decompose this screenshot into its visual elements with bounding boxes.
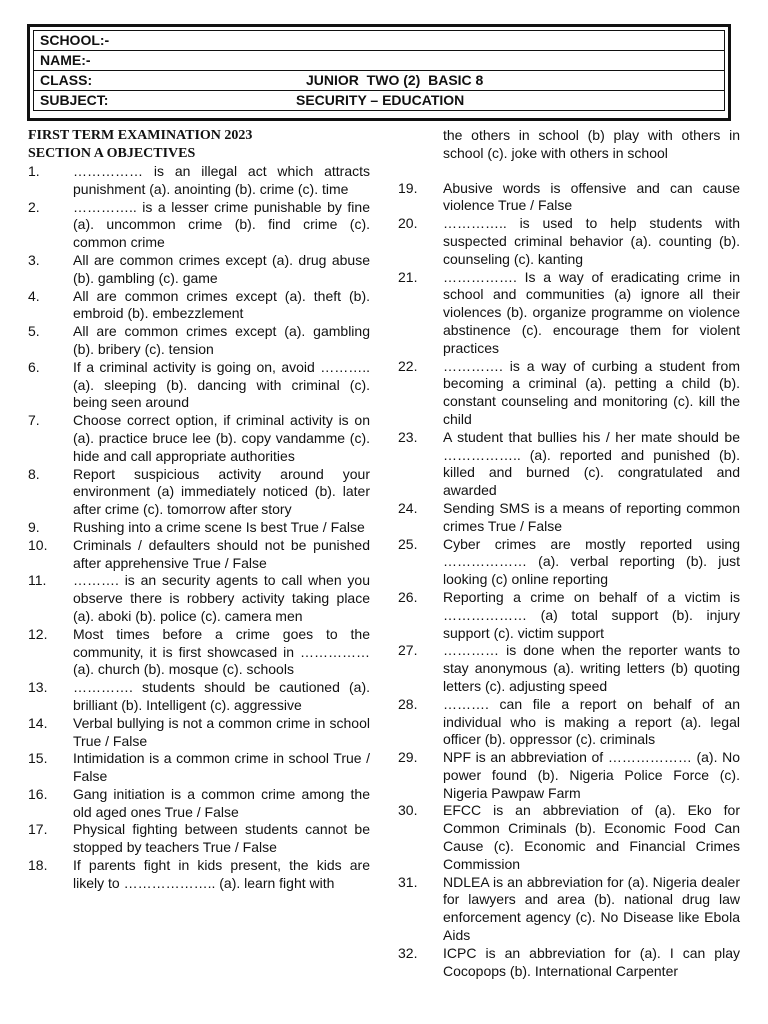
question-item xyxy=(28,679,370,715)
question-text: If parents fight in kids present, the kids are likely to ……………….. (a). learn fight with xyxy=(73,857,370,891)
question-item xyxy=(28,572,370,625)
question-item xyxy=(398,696,740,749)
question-number: 13. xyxy=(28,679,48,696)
question-number: 26. xyxy=(398,588,418,605)
left-column xyxy=(28,127,370,893)
question-item xyxy=(398,802,740,873)
question-item xyxy=(398,358,740,429)
header-table xyxy=(33,30,725,111)
class-value: JUNIOR TWO (2) BASIC 8 xyxy=(306,72,484,88)
question-text: ………… is done when the reporter wants to stay anonymous (a). writing letters (b) quoting letters (c). adjusting speed xyxy=(443,642,740,694)
question-number: 24. xyxy=(398,499,418,516)
continuation-text: the others in school (b) play with others in school (c). joke with others in school xyxy=(443,127,740,161)
question-number: 8. xyxy=(28,465,40,482)
question-item xyxy=(28,466,370,519)
question-item xyxy=(398,429,740,500)
question-item xyxy=(398,180,740,216)
question-number: 16. xyxy=(28,785,48,802)
question-text: Reporting a crime on behalf of a victim is ……………… (a) total support (b). injury support (c). victim support xyxy=(443,588,740,641)
question-number: 27. xyxy=(398,642,418,659)
subject-label: SUBJECT: xyxy=(40,92,109,108)
question-number: 23. xyxy=(398,428,418,445)
question-item xyxy=(28,199,370,252)
question-text: Criminals / defaulters should not be punished after apprehensive True / False xyxy=(73,536,370,571)
subject-cell xyxy=(34,91,725,111)
school-row xyxy=(34,31,725,51)
question-text: ……………. Is a way of eradicating crime in school and communities (a) ignore all their violences (b). organize programme on violence abstinence (c). encourage them for violent practices xyxy=(443,268,740,356)
question-number: 29. xyxy=(398,749,418,766)
question-item xyxy=(398,642,740,695)
question-item xyxy=(28,715,370,751)
question-item xyxy=(28,288,370,324)
question-text: …………. is a way of curbing a student from becoming a criminal (a). petting a child (b). constant counseling and monitoring (c). kill the child xyxy=(443,357,740,427)
question-text: ………. can file a report on behalf of an individual who is making a report (a). legal officer (b). oppressor (c). criminals xyxy=(443,695,740,748)
question-text: Gang initiation is a common crime among the old aged ones True / False xyxy=(73,785,370,820)
exam-title: FIRST TERM EXAMINATION 2023 xyxy=(28,128,253,143)
question-text: …………. students should be cautioned (a). brilliant (b). Intelligent (c). aggressive xyxy=(73,679,370,713)
question-text: ICPC is an abbreviation for (a). I can play Cocopops (b). International Carpenter xyxy=(443,944,740,979)
question-text: Physical fighting between students cannot be stopped by teachers True / False xyxy=(73,821,370,856)
school-label: SCHOOL:- xyxy=(34,31,725,51)
class-cell xyxy=(34,71,725,91)
question-number: 15. xyxy=(28,750,48,767)
question-number: 9. xyxy=(28,518,40,535)
question-text: Most times before a crime goes to the community, it is first showcased in …………… (a). church (b). mosque (c). schools xyxy=(73,625,370,678)
question-text: Sending SMS is a means of reporting common crimes True / False xyxy=(443,499,740,534)
question-number: 3. xyxy=(28,251,40,268)
question-item xyxy=(28,537,370,573)
question-number: 20. xyxy=(398,215,418,232)
question-item xyxy=(28,821,370,857)
class-row xyxy=(34,71,725,91)
question-text: Intimidation is a common crime in school True / False xyxy=(73,750,370,785)
question-item xyxy=(28,412,370,465)
question-number: 18. xyxy=(28,857,48,874)
question-item xyxy=(28,252,370,288)
question-number: 1. xyxy=(28,163,40,179)
class-label: CLASS: xyxy=(40,72,93,88)
question-number: 32. xyxy=(398,944,418,961)
question-number: 14. xyxy=(28,714,48,731)
question-number: 22. xyxy=(398,357,418,374)
subject-row xyxy=(34,91,725,111)
question-item xyxy=(28,519,370,537)
question-text: All are common crimes except (a). drug abuse (b). gambling (c). game xyxy=(73,251,370,286)
question-number: 12. xyxy=(28,625,48,642)
question-text: A student that bullies his / her mate should be …………….. (a). reported and punished (b). killed and burned (c). congratulated and awarded xyxy=(443,428,740,499)
question-text: …………… is an illegal act which attracts punishment (a). anointing (b). crime (c). time xyxy=(73,163,370,197)
question-text: Cyber crimes are mostly reported using ……………… (a). verbal reporting (b). just looking (c) online reporting xyxy=(443,535,740,588)
question-number: 31. xyxy=(398,873,418,890)
question-item xyxy=(398,269,740,358)
question-item xyxy=(28,857,370,893)
name-label: NAME:- xyxy=(34,51,725,71)
question-number: 2. xyxy=(28,198,40,215)
question-text: If a criminal activity is going on, avoid ……….. (a). sleeping (b). dancing with criminal (c). being seen around xyxy=(73,358,370,411)
question-item xyxy=(28,626,370,679)
question-number: 4. xyxy=(28,287,40,304)
question-text: NPF is an abbreviation of ……………… (a). No power found (b). Nigeria Police Force (c). Nigeria Pawpaw Farm xyxy=(443,749,740,801)
spacer xyxy=(398,163,740,180)
question-item xyxy=(398,945,740,981)
name-row xyxy=(34,51,725,71)
question-text: ………….. is a lesser crime punishable by fine (a). uncommon crime (b). find crime (c). common crime xyxy=(73,198,370,251)
question-text: Report suspicious activity around your environment (a) immediately noticed (b). later after crime (c). tomorrow after story xyxy=(73,465,370,518)
question-text: ………. is an security agents to call when you observe there is robbery activity taking place (a). aboki (b). police (c). camera men xyxy=(73,572,370,624)
question-text: NDLEA is an abbreviation for (a). Nigeria dealer for lawyers and area (b). national drug law enforcement agency (c). No Disease like Ebola Aids xyxy=(443,873,740,944)
right-column xyxy=(398,127,740,980)
question-text: Rushing into a crime scene Is best True / False xyxy=(73,518,365,535)
question-text: All are common crimes except (a). gambling (b). bribery (c). tension xyxy=(73,323,370,357)
question-number: 25. xyxy=(398,535,418,552)
question-number: 19. xyxy=(398,179,418,196)
question-number: 5. xyxy=(28,323,40,340)
question-item xyxy=(398,536,740,589)
question-item xyxy=(398,749,740,802)
question-item xyxy=(28,359,370,412)
question-item xyxy=(28,323,370,359)
question-number: 17. xyxy=(28,821,48,838)
question-number: 28. xyxy=(398,695,418,712)
question-text: Verbal bullying is not a common crime in school True / False xyxy=(73,714,370,749)
question-item xyxy=(398,215,740,268)
question-text: ………….. is used to help students with suspected criminal behavior (a). counting (b). counseling (c). kanting xyxy=(443,215,740,267)
question-item xyxy=(28,750,370,786)
question-text: Abusive words is offensive and can cause violence True / False xyxy=(443,179,740,214)
subject-value: SECURITY – EDUCATION xyxy=(296,92,465,108)
question-item xyxy=(398,500,740,536)
question-number: 21. xyxy=(398,268,418,285)
question-number: 10. xyxy=(28,536,48,553)
question-text: All are common crimes except (a). theft (b). embroid (b). embezzlement xyxy=(73,287,370,322)
question-number: 6. xyxy=(28,358,40,375)
question-number: 7. xyxy=(28,412,40,429)
header-box xyxy=(27,24,731,121)
question-text: Choose correct option, if criminal activity is on (a). practice bruce lee (b). copy vandamme (c). hide and call appropriate authorities xyxy=(73,412,370,464)
question-item xyxy=(28,163,370,199)
section-title: SECTION A OBJECTIVES xyxy=(28,146,196,161)
question-item xyxy=(398,874,740,945)
question-item xyxy=(28,786,370,822)
question-text: EFCC is an abbreviation of (a). Eko for Common Criminals (b). Economic Food Can Cause (c). Economic and Financial Crimes Commission xyxy=(443,802,740,872)
question-number: 11. xyxy=(28,572,47,589)
question-item xyxy=(398,589,740,642)
question-number: 30. xyxy=(398,802,418,819)
